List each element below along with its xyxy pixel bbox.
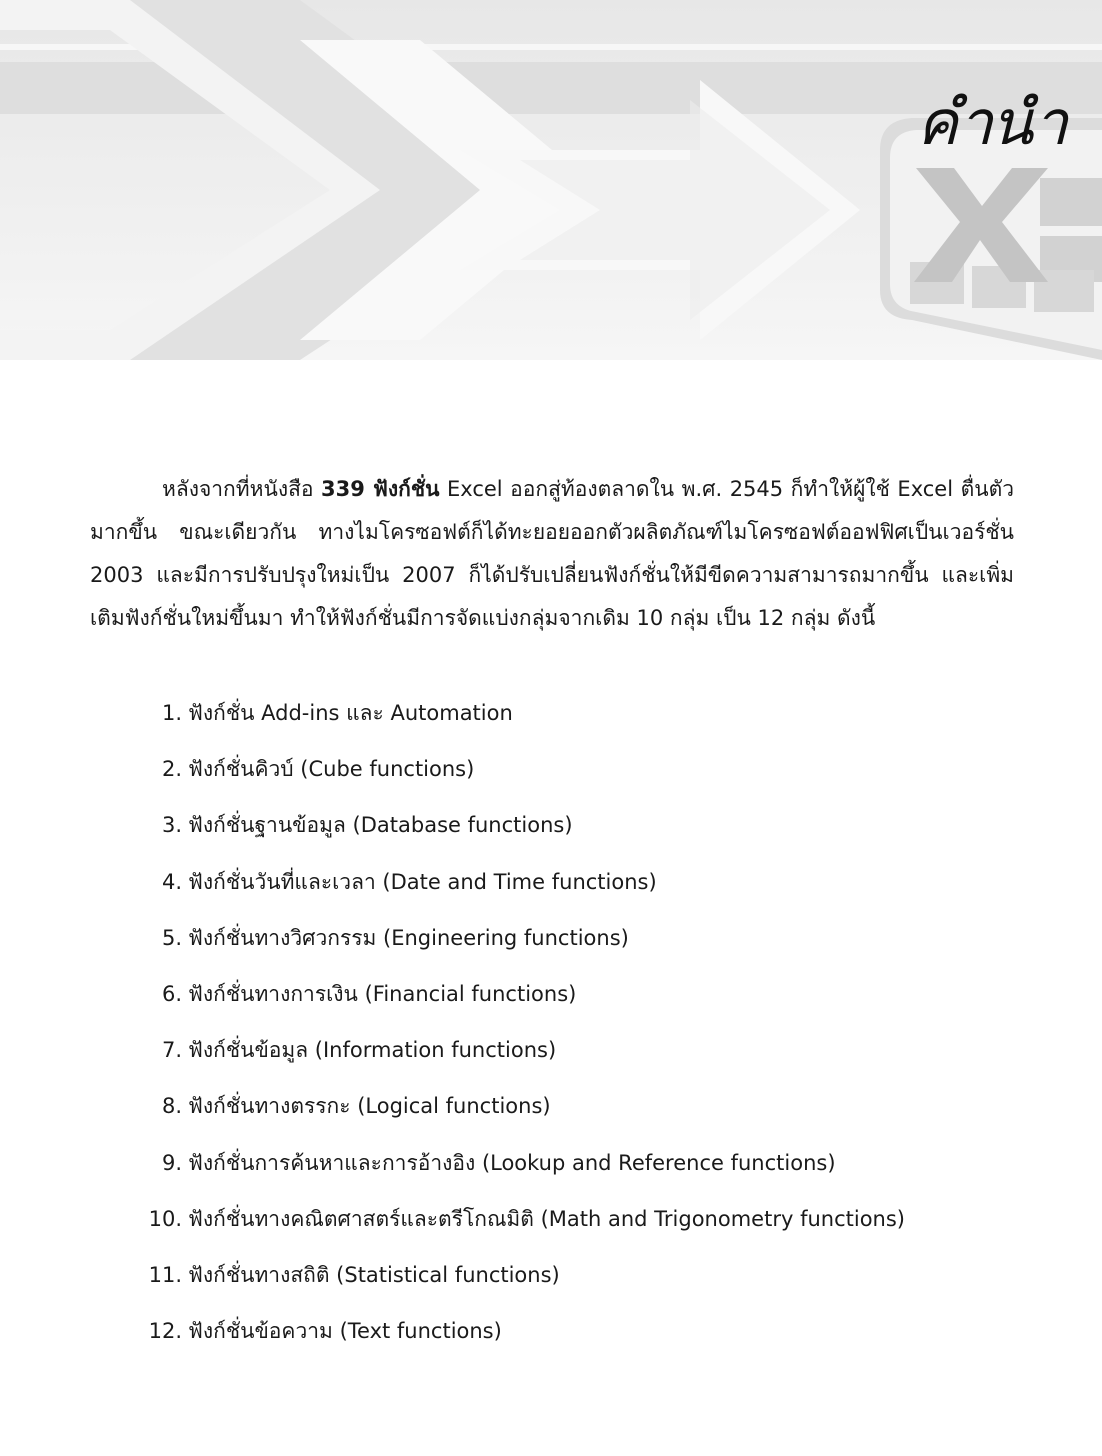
item-label: ฟังก์ชั่นการค้นหาและการอ้างอิง (Lookup and Reference functions) — [188, 1150, 836, 1175]
item-number: 10. — [148, 1206, 182, 1231]
item-label: ฟังก์ชั่นทางวิศวกรรม (Engineering functions) — [188, 925, 629, 950]
item-label: ฟังก์ชั่นทางคณิตศาสตร์และตรีโกณมิติ (Math and Trigonometry functions) — [188, 1206, 905, 1231]
item-number: 8. — [161, 1094, 182, 1119]
item-label: ฟังก์ชั่นทางสถิติ (Statistical functions) — [188, 1262, 560, 1287]
list-item — [120, 804, 1020, 860]
item-number: 6. — [161, 981, 182, 1006]
list-item — [120, 1310, 1020, 1366]
item-number: 11. — [148, 1262, 182, 1287]
intro-text-start: หลังจากที่หนังสือ — [162, 477, 322, 501]
list-item — [120, 692, 1020, 748]
item-label: ฟังก์ชั่น Add-ins และ Automation — [188, 701, 513, 725]
item-number: 4. — [161, 869, 182, 894]
arrow-decoration — [0, 0, 1102, 360]
list-item — [120, 1198, 1020, 1254]
item-number: 2. — [161, 757, 182, 782]
list-item — [120, 917, 1020, 973]
list-item — [120, 861, 1020, 917]
item-number: 7. — [161, 1038, 182, 1063]
list-item — [120, 1254, 1020, 1310]
item-number: 3. — [161, 813, 182, 838]
header-banner — [0, 0, 1102, 360]
item-label: ฟังก์ชั่นทางตรรกะ (Logical functions) — [188, 1094, 551, 1119]
item-label: ฟังก์ชั่นทางการเงิน (Financial functions) — [188, 981, 577, 1006]
item-label: ฟังก์ชั่นฐานข้อมูล (Database functions) — [188, 813, 573, 838]
item-number: 5. — [161, 925, 182, 950]
list-item — [120, 1029, 1020, 1085]
function-group-list — [120, 692, 1020, 1366]
list-item — [120, 748, 1020, 804]
item-label: ฟังก์ชั่นข้อความ (Text functions) — [188, 1319, 502, 1344]
page-title: คำนำ — [916, 86, 1066, 159]
book-title: 339 ฟังก์ชั่น — [321, 477, 440, 501]
item-label: ฟังก์ชั่นวันที่และเวลา (Date and Time functions) — [188, 869, 657, 894]
list-item — [120, 973, 1020, 1029]
item-label: ฟังก์ชั่นข้อมูล (Information functions) — [188, 1038, 557, 1063]
item-label: ฟังก์ชั่นคิวบ์ (Cube functions) — [188, 757, 475, 782]
item-number: 9. — [161, 1150, 182, 1175]
list-item — [120, 1085, 1020, 1141]
intro-text-rest: Excel ออกสู่ท้องตลาดใน พ.ศ. 2545 ก็ทำให้ผู้ใช้ Excel ตื่นตัวมากขึ้น ขณะเดียวกัน ทางไมโครซอฟต์ก็ได้ทะยอยออกตัวผลิตภัณฑ์ไมโครซอฟต์ออฟฟิศเป็นเวอร์ชั่น 2003 และมีการปรับปรุงใหม่เป็น 2007 ก็ได้ปรับเปลี่ยนฟังก์ชั่นให้มีขีดความสามารถมากขึ้น และเพิ่มเติมฟังก์ชั่นใหม่ขึ้นมา ทำให้ฟังก์ชั่นมีการจัดแบ่งกลุ่มจากเดิม 10 กลุ่ม เป็น 12 กลุ่ม ดังนี้ — [90, 477, 1015, 630]
item-number: 12. — [148, 1319, 182, 1344]
item-number: 1. — [161, 701, 182, 725]
list-item — [120, 1142, 1020, 1198]
intro-paragraph — [90, 468, 1014, 640]
